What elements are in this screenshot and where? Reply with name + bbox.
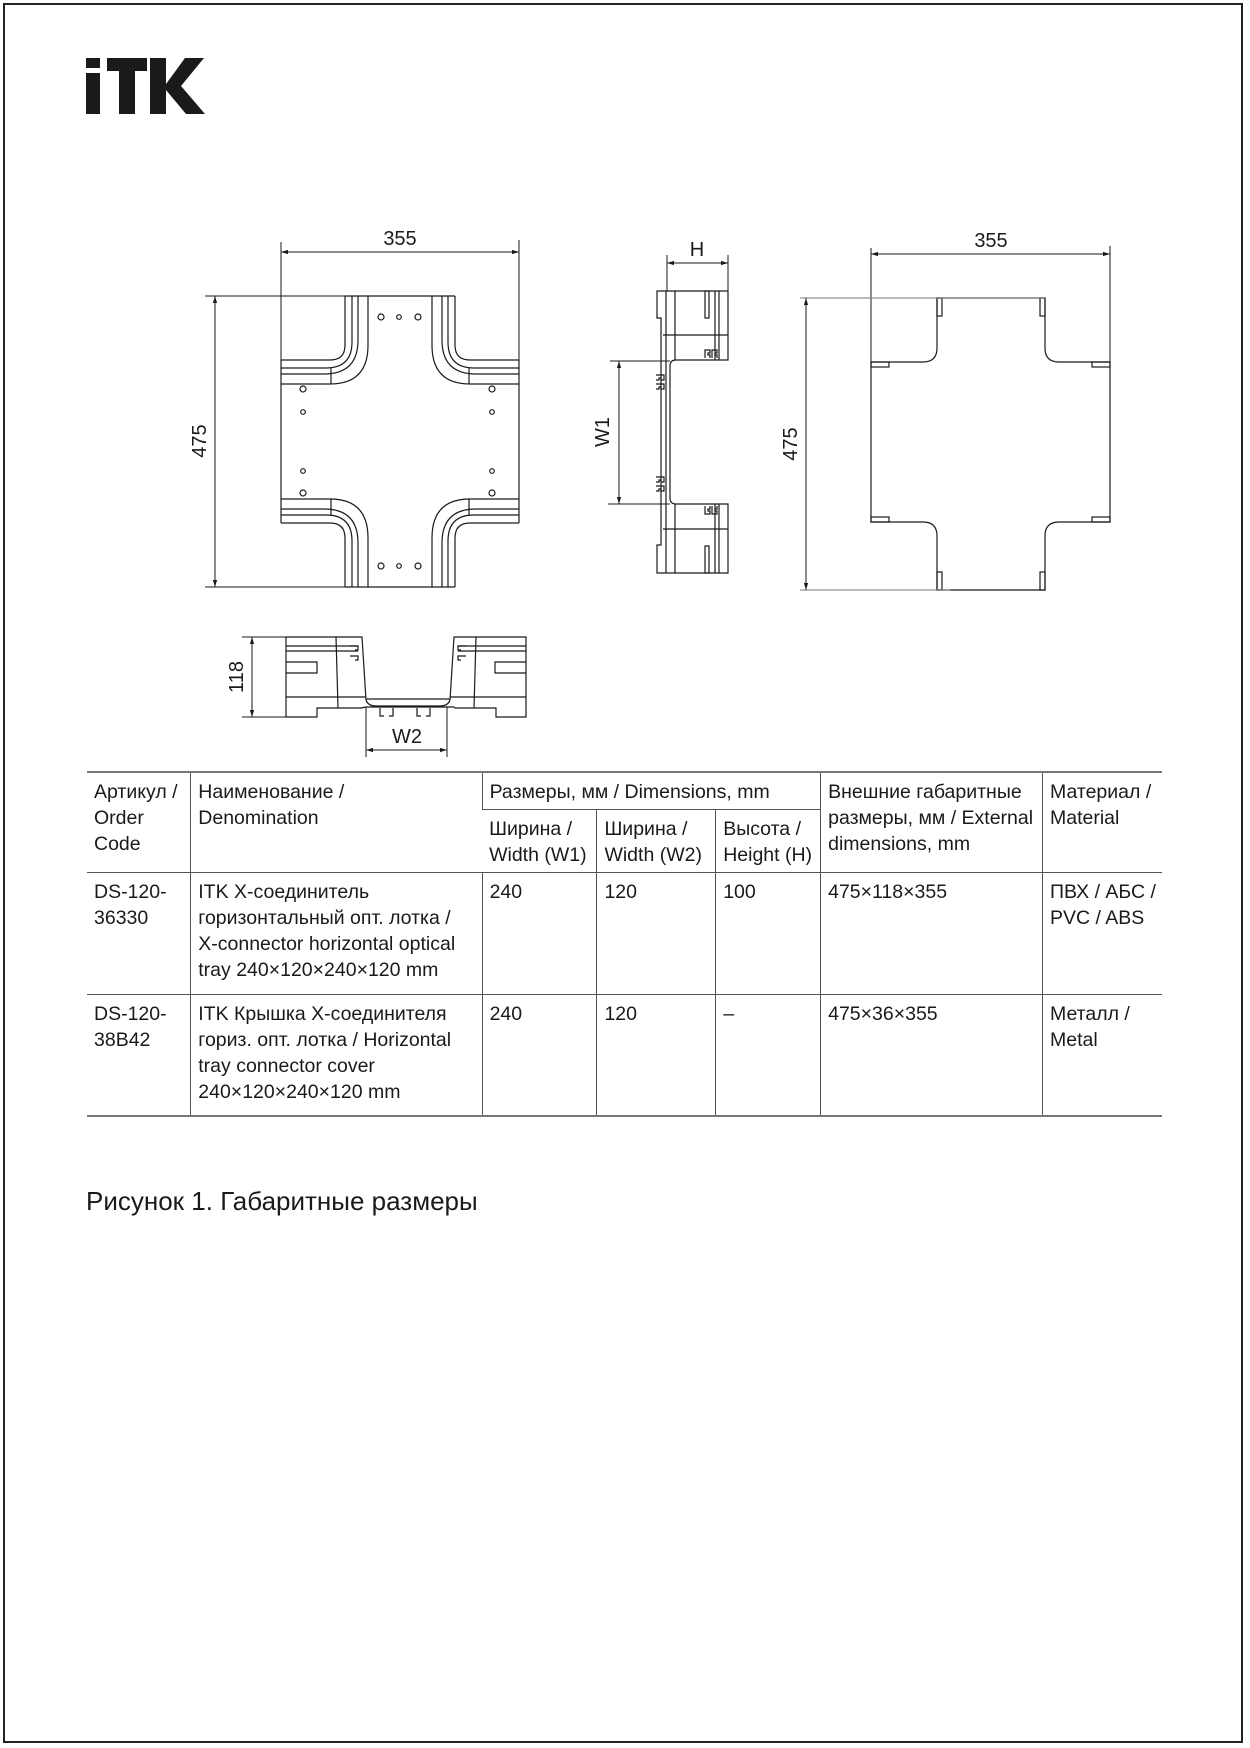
header-dimensions xyxy=(482,772,821,810)
side-view-h-label: H xyxy=(689,239,705,261)
cell-text: Metal xyxy=(1050,1029,1098,1051)
cell-w1: 240 xyxy=(482,995,597,1116)
side-view xyxy=(608,255,728,573)
header-text: Width (W1) xyxy=(489,844,587,866)
cell-text: PVC / ABS xyxy=(1050,907,1145,929)
cell-text: 38B42 xyxy=(94,1029,151,1051)
spec-table xyxy=(87,771,1162,1117)
header-text: Code xyxy=(94,833,141,855)
header-text: Артикул / xyxy=(94,781,178,803)
figure-caption: Рисунок 1. Габаритные размеры xyxy=(86,1186,478,1216)
header-text: Height (H) xyxy=(723,844,813,866)
cell-text: tray connector cover xyxy=(198,1055,375,1077)
cell-h: 100 xyxy=(716,873,821,995)
header-text: Материал / xyxy=(1050,781,1152,803)
cell-w2: 120 xyxy=(597,873,716,995)
header-text: dimensions, mm xyxy=(828,833,971,855)
cell-material xyxy=(1043,873,1163,995)
cover-view-width-label: 355 xyxy=(974,230,1008,252)
side-view-w1-label: W1 xyxy=(592,417,614,447)
technical-drawing xyxy=(0,0,1250,780)
cell-text: 240×120×240×120 mm xyxy=(198,1081,401,1103)
header-width-w1 xyxy=(482,810,597,873)
header-text: Ширина / xyxy=(604,818,688,840)
cell-text: DS-120- xyxy=(94,1003,167,1025)
front-view-height-label: 118 xyxy=(226,661,248,693)
cell-text: ПВХ / АБС / xyxy=(1050,881,1156,903)
cell-text: ITK Крышка X-соединителя xyxy=(198,1003,447,1025)
cell-external: 475×118×355 xyxy=(821,873,1043,995)
header-text: Внешние габаритные xyxy=(828,781,1022,803)
header-text: Размеры, мм / Dimensions, mm xyxy=(489,781,770,803)
cover-view xyxy=(800,246,1110,590)
header-text: Ширина / xyxy=(489,818,573,840)
header-external xyxy=(821,772,1043,873)
cell-text: 36330 xyxy=(94,907,149,929)
cell-text: гориз. опт. лотка / Horizontal xyxy=(198,1029,452,1051)
header-height-h xyxy=(716,810,821,873)
header-text: размеры, мм / External xyxy=(828,807,1034,829)
cell-w1: 240 xyxy=(482,873,597,995)
header-text: Order xyxy=(94,807,144,829)
cell-denomination xyxy=(191,873,482,995)
header-text: Высота / xyxy=(723,818,801,840)
cell-material xyxy=(1043,995,1163,1116)
cell-text: Металл / xyxy=(1050,1003,1130,1025)
cell-external: 475×36×355 xyxy=(821,995,1043,1116)
cell-text: X-connector horizontal optical xyxy=(198,933,456,955)
cell-order-code xyxy=(87,873,191,995)
front-view-w2-label: W2 xyxy=(392,726,422,748)
cover-view-height-label: 475 xyxy=(780,427,802,461)
header-material xyxy=(1043,772,1163,873)
cell-h: – xyxy=(716,995,821,1116)
header-width-w2 xyxy=(597,810,716,873)
front-view xyxy=(242,637,526,757)
header-text: Width (W2) xyxy=(604,844,702,866)
top-view xyxy=(205,240,519,587)
cell-text: DS-120- xyxy=(94,881,167,903)
top-view-height-label: 475 xyxy=(189,424,211,458)
header-denomination xyxy=(191,772,482,873)
top-view-width-label: 355 xyxy=(383,228,417,250)
cell-denomination xyxy=(191,995,482,1116)
header-text: Denomination xyxy=(198,807,319,829)
cell-w2: 120 xyxy=(597,995,716,1116)
header-text: Material xyxy=(1050,807,1120,829)
table-row xyxy=(87,873,1162,995)
header-order-code xyxy=(87,772,191,873)
header-text: Наименование / xyxy=(198,781,345,803)
cell-text: горизонтальный опт. лотка / xyxy=(198,907,451,929)
cell-text: ITK X-соединитель xyxy=(198,881,370,903)
cell-order-code xyxy=(87,995,191,1116)
cell-text: tray 240×120×240×120 mm xyxy=(198,959,439,981)
table-row xyxy=(87,995,1162,1116)
